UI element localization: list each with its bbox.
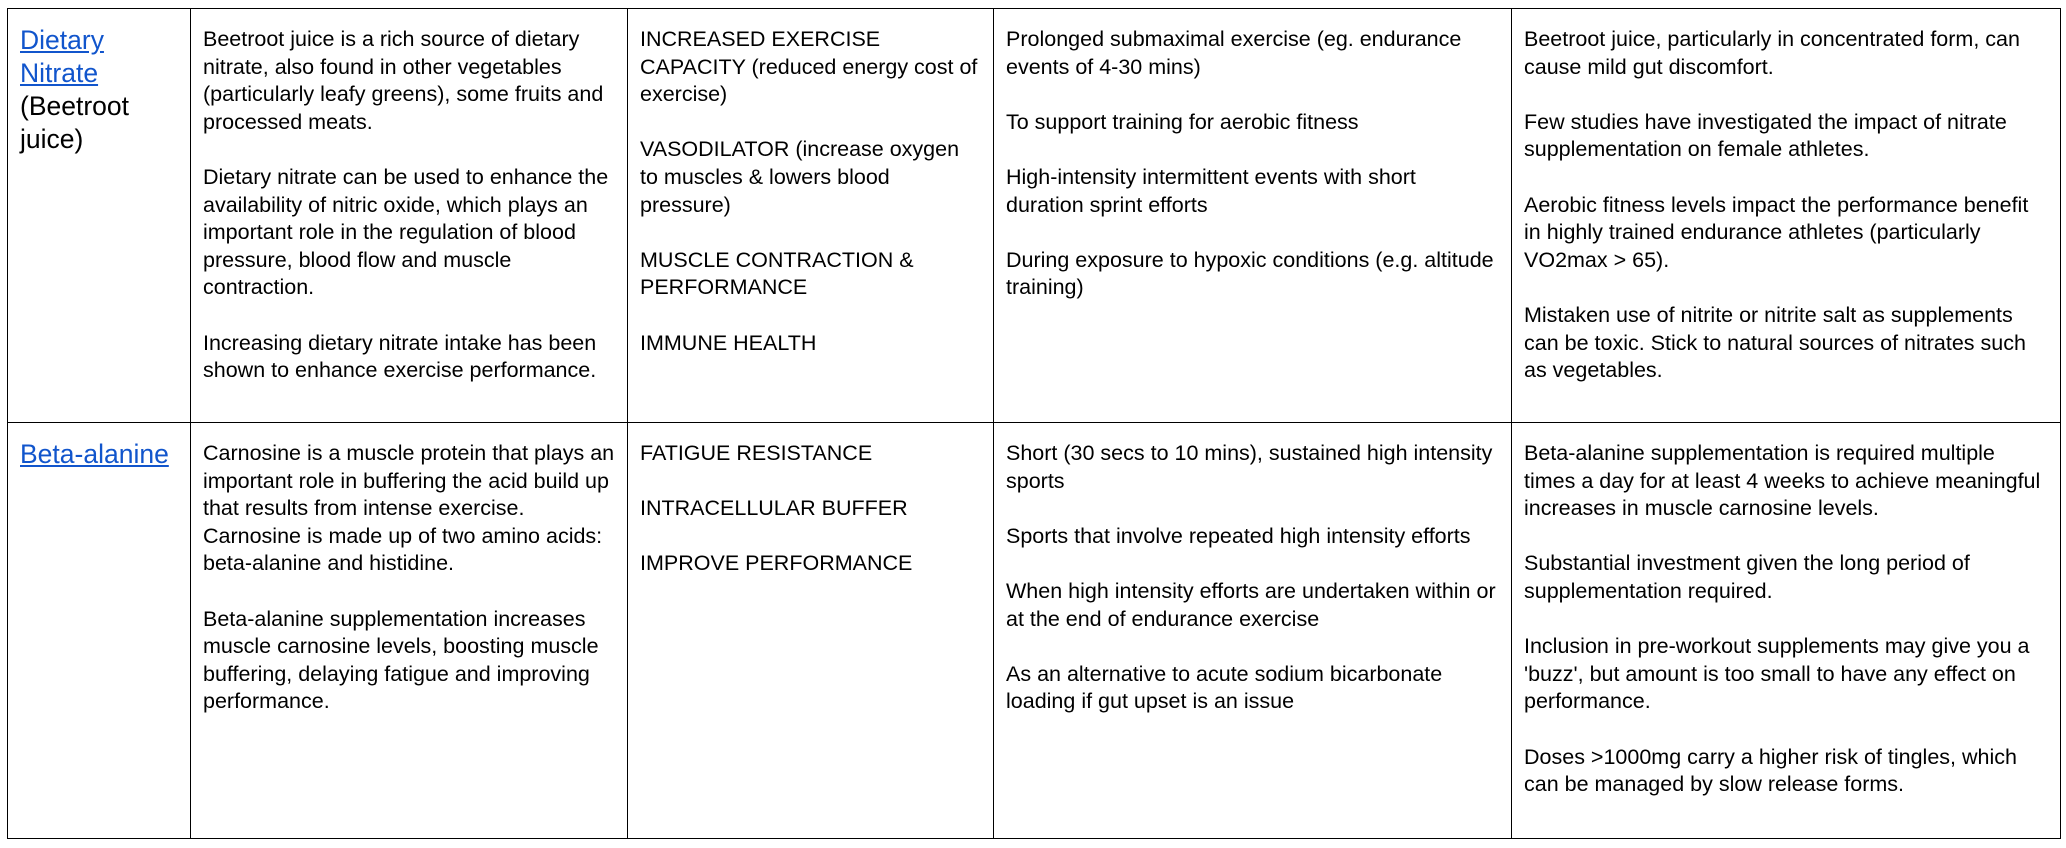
use-item: To support training for aerobic fitness bbox=[1006, 109, 1359, 134]
note-item: Beta-alanine supplementation is required multiple times a day for at least 4 weeks to achieve meaningful increases in muscle carnosine levels. bbox=[1524, 441, 2041, 521]
use-item: When high intensity efforts are undertaken within or at the end of endurance exercise bbox=[1006, 578, 1496, 631]
benefit-item: INTRACELLULAR BUFFER bbox=[640, 496, 908, 521]
use-item: Prolonged submaximal exercise (eg. endurance events of 4-30 mins) bbox=[1006, 27, 1462, 79]
note-item: Substantial investment given the long period of supplementation required. bbox=[1524, 551, 1970, 603]
benefit-item: FATIGUE RESISTANCE bbox=[640, 441, 873, 465]
note-item: Mistaken use of nitrite or nitrite salt as supplements can be toxic. Stick to natural sources of nitrates such as vegetables. bbox=[1524, 302, 2026, 383]
description-paragraph: Beetroot juice is a rich source of dietary nitrate, also found in other vegetables (particularly leafy greens), some fruits and processed meats. bbox=[203, 27, 604, 134]
use-item: Short (30 secs to 10 mins), sustained high intensity sports bbox=[1006, 441, 1493, 493]
supplement-table bbox=[7, 8, 2061, 839]
uses-cell bbox=[994, 423, 1512, 839]
note-item: Aerobic fitness levels impact the performance benefit in highly trained endurance athletes (particularly VO2max > 65). bbox=[1524, 192, 2029, 272]
supplement-link-dietary-nitrate[interactable]: Dietary Nitrate bbox=[20, 25, 104, 88]
supplement-name-cell bbox=[8, 423, 191, 839]
use-item: As an alternative to acute sodium bicarbonate loading if gut upset is an issue bbox=[1006, 661, 1443, 714]
supplement-subtitle: (Beetroot juice) bbox=[20, 91, 130, 154]
use-item: Sports that involve repeated high intensity efforts bbox=[1006, 523, 1471, 548]
notes-cell bbox=[1512, 423, 2061, 839]
description-cell bbox=[191, 423, 628, 839]
description-paragraph: Dietary nitrate can be used to enhance the availability of nitric oxide, which plays an important role in the regulation of blood pressure, blood flow and muscle contraction. bbox=[203, 164, 609, 300]
description-paragraph: Beta-alanine supplementation increases muscle carnosine levels, boosting muscle buffering, delaying fatigue and improving performance. bbox=[203, 606, 599, 714]
note-item: Doses >1000mg carry a higher risk of tingles, which can be managed by slow release forms. bbox=[1524, 744, 2017, 797]
description-paragraph: Increasing dietary nitrate intake has been shown to enhance exercise performance. bbox=[203, 330, 597, 383]
benefits-cell bbox=[628, 423, 994, 839]
notes-cell bbox=[1512, 9, 2061, 423]
use-item: During exposure to hypoxic conditions (e.g. altitude training) bbox=[1006, 247, 1494, 300]
description-cell bbox=[191, 9, 628, 423]
supplement-name-cell bbox=[8, 9, 191, 423]
benefits-cell bbox=[628, 9, 994, 423]
benefit-item: MUSCLE CONTRACTION & PERFORMANCE bbox=[640, 247, 914, 300]
uses-cell bbox=[994, 9, 1512, 423]
table-row-beta-alanine bbox=[8, 423, 2061, 839]
benefit-item: INCREASED EXERCISE CAPACITY (reduced energy cost of exercise) bbox=[640, 27, 978, 107]
note-item: Beetroot juice, particularly in concentrated form, can cause mild gut discomfort. bbox=[1524, 27, 2020, 79]
benefit-item: IMPROVE PERFORMANCE bbox=[640, 551, 913, 576]
table-row-dietary-nitrate bbox=[8, 9, 2061, 423]
note-item: Few studies have investigated the impact of nitrate supplementation on female athletes. bbox=[1524, 109, 2007, 162]
use-item: High-intensity intermittent events with short duration sprint efforts bbox=[1006, 164, 1416, 217]
benefit-item: IMMUNE HEALTH bbox=[640, 330, 817, 355]
supplement-link-beta-alanine[interactable]: Beta-alanine bbox=[20, 439, 169, 469]
note-item: Inclusion in pre-workout supplements may give you a 'buzz', but amount is too small to have any effect on performance. bbox=[1524, 634, 2030, 714]
description-paragraph: Carnosine is a muscle protein that plays an important role in buffering the acid build up that results from intense exercise. Carnosine is made up of two amino acids: beta-alanine and histidine. bbox=[203, 441, 615, 576]
benefit-item: VASODILATOR (increase oxygen to muscles & lowers blood pressure) bbox=[640, 137, 960, 217]
